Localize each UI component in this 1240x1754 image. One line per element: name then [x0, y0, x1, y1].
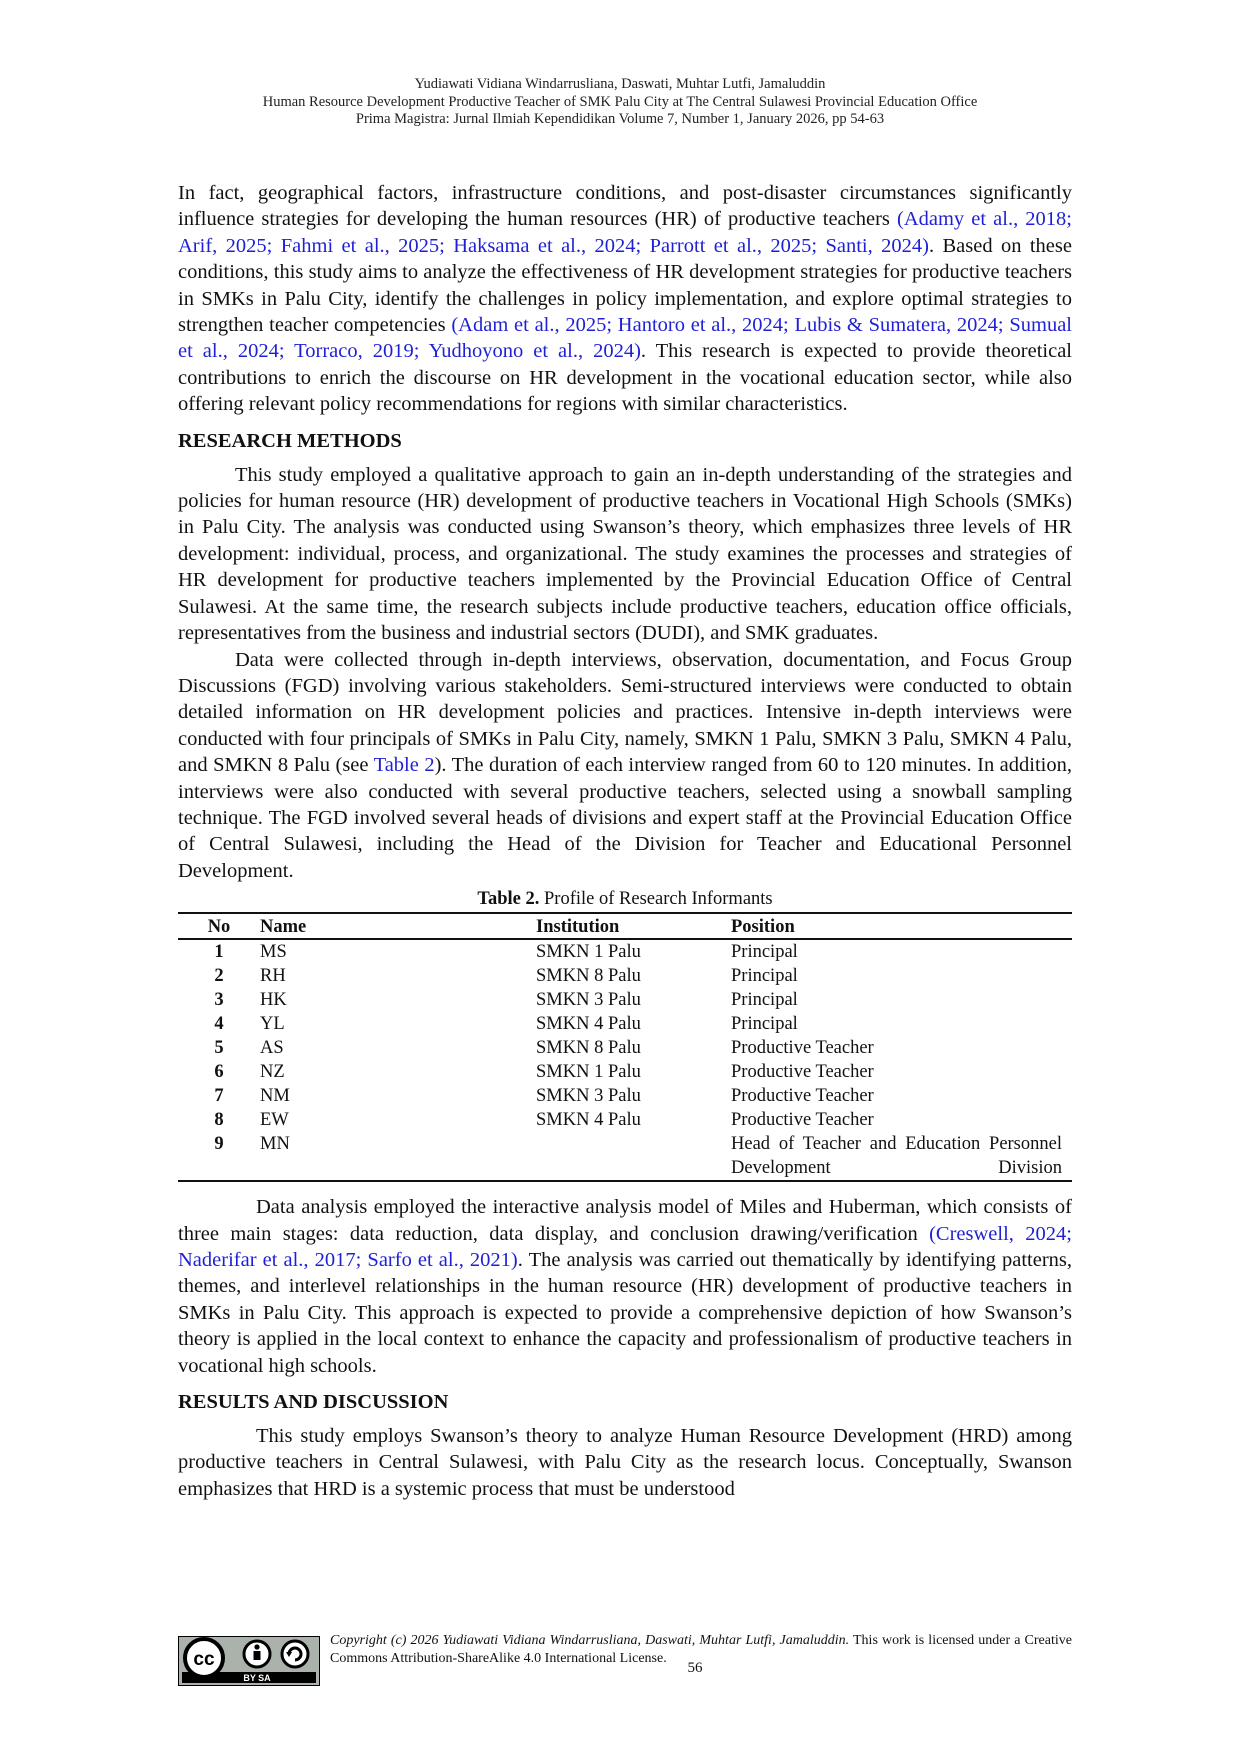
table-row [178, 964, 1072, 988]
copyright-holders: Copyright (c) 2026 Yudiawati Vidiana Windarrusliana, Daswati, Muhtar Lutfi, Jamaluddin. [330, 1633, 850, 1648]
section-heading-methods: RESEARCH METHODS [178, 429, 402, 452]
cell-institution: SMKN 8 Palu [536, 1038, 641, 1059]
header-journal: Prima Magistra: Jurnal Ilmiah Kependidikan Volume 7, Number 1, January 2026, pp 54-63 [355, 111, 885, 127]
table-caption-label: Table 2. [477, 889, 540, 910]
page-number: 56 [687, 1660, 703, 1676]
cell-position: Principal [731, 990, 798, 1011]
cell-name: MS [260, 942, 287, 963]
table-row [178, 988, 1072, 1012]
svg-text:cc: cc [193, 1649, 215, 1670]
column-header-name: Name [260, 913, 536, 939]
cell-position: Productive Teacher [731, 1086, 874, 1107]
cell-no: 2 [214, 966, 224, 987]
table-row [178, 1060, 1072, 1084]
cell-position-text: Head of Teacher and Education Personnel Development Division [731, 1134, 1062, 1179]
table-caption [178, 888, 1072, 910]
cell-institution: SMKN 8 Palu [536, 966, 641, 987]
analysis-text-2: . The analysis was carried out thematically by identifying patterns, themes, and interlevel relationships in the human resource (HR) development of productive teachers in SMKs in Palu City. This approach is expected to provide a comprehensive depiction of how Swanson’s theory is applied in the local context to enhance the capacity and professionalism of productive teachers in vocational high schools. [178, 1248, 1073, 1377]
cell-name: NZ [260, 1062, 285, 1083]
header-authors: Yudiawati Vidiana Windarrusliana, Daswati, Muhtar Lutfi, Jamaluddin [414, 76, 826, 92]
cell-no: 6 [214, 1062, 224, 1083]
methods-text-a: Data were collected through in-depth interviews, observation, documentation, and Focus Group Discussions (FGD) involving various stakeholders. Semi-structured interviews were conducted to obtain detailed information on HR development policies and practices. Intensive in-depth interviews were conducted with four principals of SMKs in Palu City, namely, SMKN 1 Palu, SMKN 3 Palu, SMKN 4 Palu, and SMKN 8 Palu (see [178, 648, 1072, 777]
informants-table [178, 912, 1072, 1182]
column-header-no: No [178, 913, 260, 939]
table-row [178, 1036, 1072, 1060]
cell-position: Principal [731, 942, 798, 963]
methods-paragraph-2 [178, 647, 1072, 885]
cell-no: 4 [214, 1014, 224, 1035]
table-row [178, 1012, 1072, 1036]
cell-name: AS [260, 1038, 284, 1059]
cell-name: MN [260, 1132, 536, 1181]
license-badge-text: BY SA [243, 1673, 271, 1683]
header-title: Human Resource Development Productive Teacher of SMK Palu City at The Central Sulawesi Provincial Education Office [262, 93, 978, 110]
intro-text-1: In fact, geographical factors, infrastructure conditions, and post-disaster circumstances significantly influence strategies for developing the human resources (HR) of productive teachers [178, 182, 1072, 231]
cell-no: 9 [178, 1132, 260, 1181]
cell-no: 1 [214, 942, 224, 963]
results-paragraph-1: This study employs Swanson’s theory to analyze Human Resource Development (HRD) among productive teachers in Central Sulawesi, with Palu City as the research locus. Conceptually, Swanson emphasizes that HRD is a systemic process that must be understood [178, 1425, 1072, 1500]
cell-name: HK [260, 990, 287, 1011]
column-header-position: Position [731, 913, 1072, 939]
cell-institution [536, 1132, 731, 1181]
license-statement: This work is licensed under a Creative Commons Attribution-ShareAlike 4.0 International License. [330, 1633, 1072, 1666]
table-caption-text: Profile of Research Informants [539, 889, 773, 910]
methods-paragraph-1: This study employed a qualitative approach to gain an in-depth understanding of the strategies and policies for human resource (HR) development of productive teachers in Vocational High Schools (SMKs) in Palu City. The analysis was conducted using Swanson’s theory, which emphasizes three levels of HR development: individual, process, and organizational. The study examines the processes and strategies of HR development for productive teachers implemented by the Provincial Education Office of Central Sulawesi. At the same time, the research subjects include productive teachers, education office officials, representatives from the business and industrial sectors (DUDI), and SMK graduates. [178, 463, 1072, 645]
table-row [178, 1084, 1072, 1108]
cell-no: 7 [214, 1086, 224, 1107]
intro-text-3: . This research is expected to provide theoretical contributions to enrich the discourse on HR development in the vocational education sector, while also offering relevant policy recommendations for regions with similar characteristics. [178, 340, 1072, 416]
table-row [178, 1108, 1072, 1132]
citation-link[interactable]: (Creswell, 2024; Naderifar et al., 2017; Sarfo et al., 2021) [178, 1222, 1072, 1271]
cell-position [731, 1132, 1072, 1181]
cell-institution: SMKN 4 Palu [536, 1014, 641, 1035]
cell-name: NM [260, 1086, 290, 1107]
cell-position: Principal [731, 966, 798, 987]
citation-link[interactable]: (Adamy et al., 2018; Arif, 2025; Fahmi et al., 2025; Haksama et al., 2024; Parrott et al., 2025; Santi, 2024) [178, 208, 1072, 257]
cell-position: Principal [731, 1014, 798, 1035]
intro-paragraph [178, 180, 1072, 418]
cell-no: 8 [214, 1110, 224, 1131]
section-heading-results: RESULTS AND DISCUSSION [178, 1391, 449, 1413]
methods-text-b: ). The duration of each interview ranged from 60 to 120 minutes. In addition, interviews were also conducted with several productive teachers, selected using a snowball sampling technique. The FGD involved several heads of divisions and expert staff at the Provincial Education Office of Central Sulawesi, including the Head of the Division for Teacher and Educational Personnel Development. [178, 754, 1072, 882]
cell-name: EW [260, 1110, 289, 1131]
cell-institution: SMKN 3 Palu [536, 1086, 641, 1107]
table-row [178, 1132, 1072, 1181]
column-header-institution: Institution [536, 913, 731, 939]
cell-no: 3 [214, 990, 224, 1011]
cell-position: Productive Teacher [731, 1062, 874, 1083]
cell-institution: SMKN 3 Palu [536, 990, 641, 1011]
page-content [178, 180, 1072, 1502]
table-row [178, 939, 1072, 964]
cell-position: Productive Teacher [731, 1038, 874, 1059]
cell-institution: SMKN 1 Palu [536, 942, 641, 963]
analysis-text-1: Data analysis employed the interactive analysis model of Miles and Huberman, which consists of three main stages: data reduction, data display, and conclusion drawing/verification [178, 1196, 1072, 1245]
table-reference-link[interactable]: Table 2 [373, 754, 435, 777]
cell-name: RH [260, 966, 286, 987]
intro-text-2: . Based on these conditions, this study aims to analyze the effectiveness of HR development strategies for productive teachers in SMKs in Palu City, identify the challenges in policy implementation, and explore optimal strategies to strengthen teacher competencies [178, 234, 1072, 337]
running-header [0, 76, 1240, 129]
analysis-paragraph [178, 1194, 1072, 1379]
cell-name: YL [260, 1014, 285, 1035]
cell-institution: SMKN 1 Palu [536, 1062, 641, 1083]
citation-link[interactable]: (Adam et al., 2025; Hantoro et al., 2024; Lubis & Sumatera, 2024; Sumual et al., 2024; Torraco, 2019; Yudhoyono et al., 2024) [178, 314, 1072, 363]
cell-no: 5 [214, 1038, 224, 1059]
cell-position: Productive Teacher [731, 1110, 874, 1131]
cell-institution: SMKN 4 Palu [536, 1110, 641, 1131]
table-header-row [178, 913, 1072, 939]
